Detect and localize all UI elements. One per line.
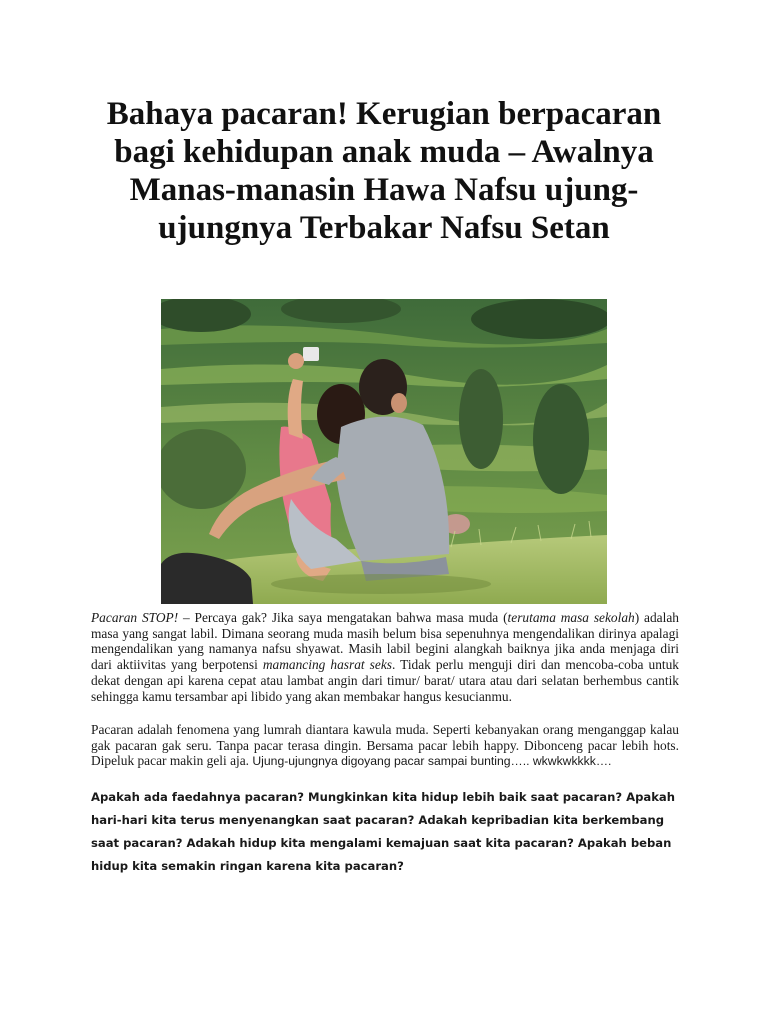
- paragraph-phenomenon-tail: Ujung-ujungnya digoyang pacar sampai bunting….. wkwkwkkkk….: [252, 754, 612, 769]
- paragraph-intro-italic-3: mamancing hasrat seks: [262, 657, 392, 673]
- paragraph-intro-text-1: – Percaya gak? Jika saya mengatakan bahwa masa muda (: [178, 610, 508, 625]
- couple-selfie-photo: [161, 299, 607, 604]
- paragraph-intro-italic-2: terutama masa sekolah: [507, 610, 635, 625]
- paragraph-intro-text-3: . Tidak perlu menguji diri dan mencoba-coba untuk dekat dengan api karena cepat atau lambat angin dari timur/ barat/ utara atau dari selatan berhembus cantik sehingga kamu tersambar api libido yang akan membakar hangus kesucianmu.: [91, 657, 679, 704]
- article-title: Bahaya pacaran! Kerugian berpacaran bagi kehidupan anak muda – Awalnya Manas-manasin Hawa Nafsu ujung-ujungnya Terbakar Nafsu Setan: [106, 96, 662, 246]
- paragraph-intro-lead: Pacaran STOP!: [91, 610, 179, 625]
- paragraph-questions: Apakah ada faedahnya pacaran? Mungkinkan kita hidup lebih baik saat pacaran? Apakah hari-hari kita terus menyenangkan saat pacaran? Adakah kepribadian kita berkembang saat pacaran? Adakah hidup kita mengalami kemajuan saat kita pacaran? Apakah beban hidup kita semakin ringan karena kita pacaran?: [91, 790, 675, 873]
- paragraph-phenomenon: [91, 722, 679, 770]
- paragraph-phenomenon-text: Pacaran adalah fenomena yang lumrah diantara kawula muda. Seperti kebanyakan orang menganggap kalau gak pacaran gak seru. Tanpa pacar terasa dingin. Bersama pacar lebih happy. Dibonceng pacar lebih hots. Dipeluk pacar makin geli aja.: [91, 722, 679, 769]
- paragraph-intro-text-2: ) adalah masa yang sangat labil. Dimana seorang muda masih belum bisa sepenuhnya mengendalikan dirinya apalagi mengendalikan yang namanya nafsu shyawat. Masih labil begini alangkah baiknya jika anda menjaga diri dari aktiivitas yang berpotensi: [91, 610, 679, 673]
- paragraph-intro: [91, 610, 679, 704]
